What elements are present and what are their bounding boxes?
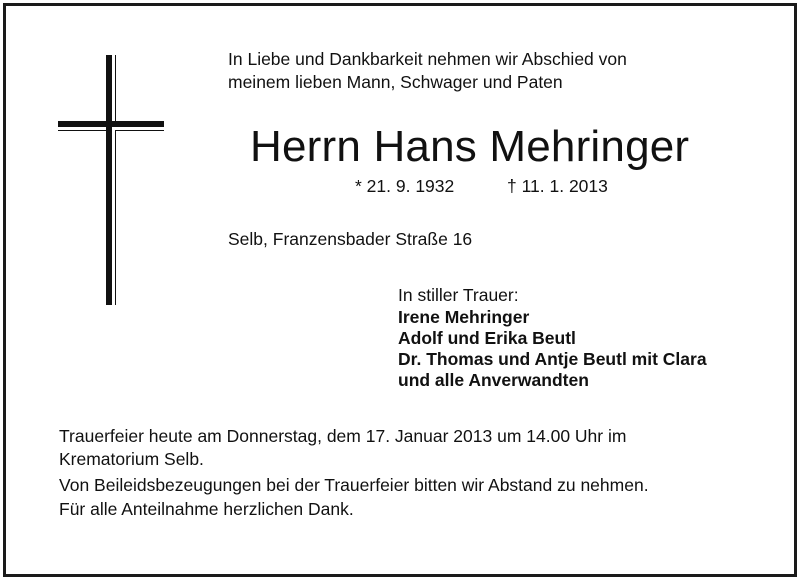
deceased-name: Herrn Hans Mehringer xyxy=(250,122,690,171)
intro-line-2: meinem lieben Mann, Schwager und Paten xyxy=(228,72,563,92)
mourners-list xyxy=(398,307,707,391)
mourner-item: Irene Mehringer xyxy=(398,307,530,327)
thanks-note: Für alle Anteilnahme herzlichen Dank. xyxy=(59,499,354,519)
address: Selb, Franzensbader Straße 16 xyxy=(228,229,473,249)
mourner-item: und alle Anverwandten xyxy=(398,370,589,390)
intro-line-1: In Liebe und Dankbarkeit nehmen wir Abschied von xyxy=(228,49,627,69)
mourners-label: In stiller Trauer: xyxy=(398,285,519,305)
condolences-note: Von Beileidsbezeugungen bei der Trauerfeier bitten wir Abstand zu nehmen. xyxy=(59,475,649,495)
birth-date: * 21. 9. 1932 xyxy=(355,176,455,196)
ceremony-info xyxy=(59,425,759,471)
footer-text xyxy=(59,425,759,521)
death-date: † 11. 1. 2013 xyxy=(507,176,608,196)
mourner-item: Dr. Thomas und Antje Beutl mit Clara xyxy=(398,349,707,369)
ceremony-line-2: Krematorium Selb. xyxy=(59,449,204,469)
cross-icon xyxy=(58,55,164,305)
intro-text xyxy=(228,48,748,94)
mourner-item: Adolf und Erika Beutl xyxy=(398,328,576,348)
ceremony-line-1: Trauerfeier heute am Donnerstag, dem 17. Januar 2013 um 14.00 Uhr im xyxy=(59,426,627,446)
